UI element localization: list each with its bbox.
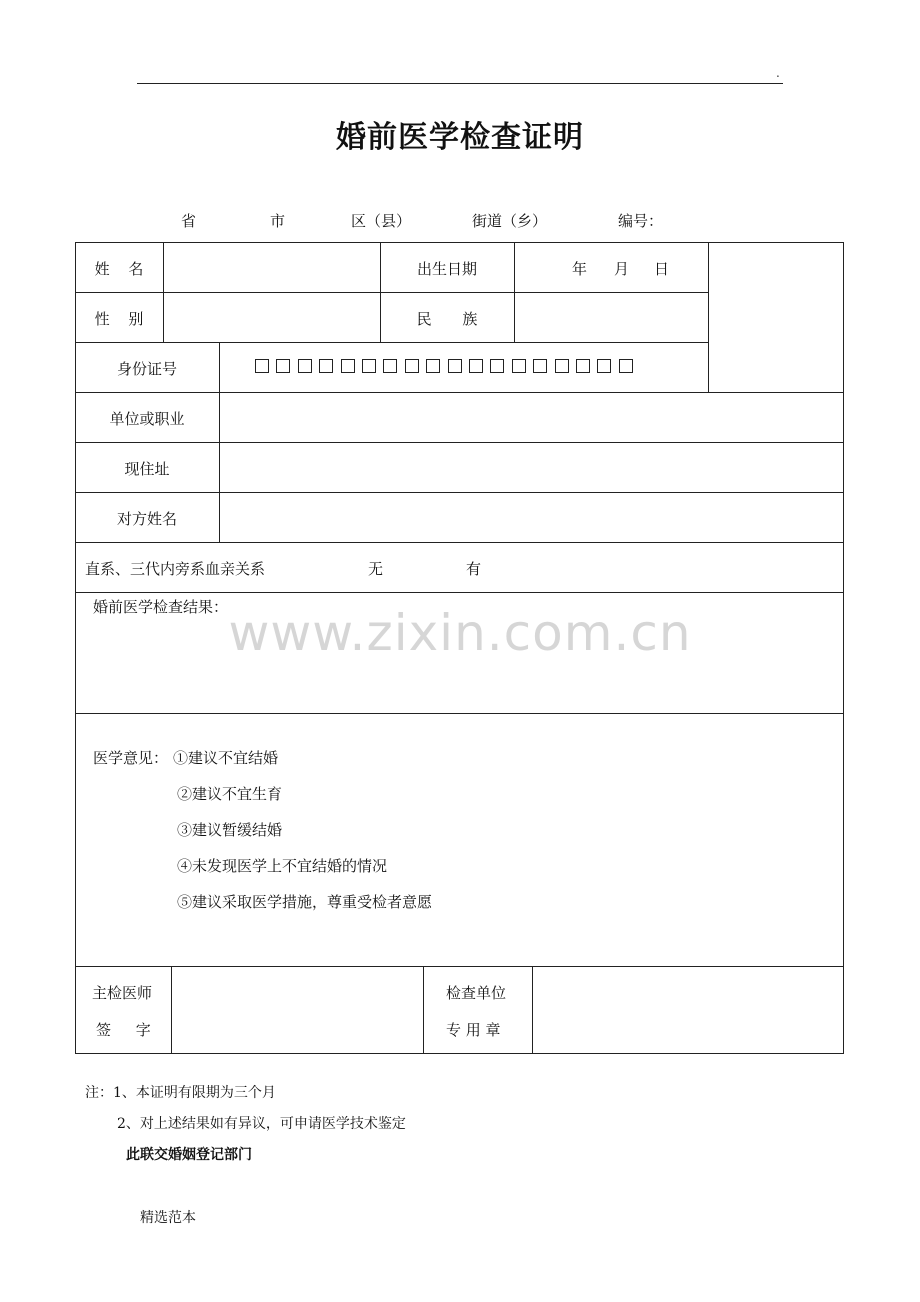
note-3: 此联交婚姻登记部门 (126, 1147, 252, 1163)
id-digit-box[interactable] (448, 359, 462, 373)
birth-month-label: 月 (614, 260, 630, 278)
id-digit-box[interactable] (298, 359, 312, 373)
watermark: www.zixin.com.cn (228, 604, 692, 662)
id-digit-box[interactable] (426, 359, 440, 373)
kinship-no-option[interactable]: 无 (368, 560, 384, 578)
row-rule (75, 342, 708, 343)
opinion-item[interactable]: ①建议不宜结婚 (173, 749, 279, 767)
ethnicity-field[interactable] (515, 293, 708, 342)
name-field[interactable] (164, 243, 380, 292)
id-digit-box[interactable] (405, 359, 419, 373)
opinion-item[interactable]: ④未发现医学上不宜结婚的情况 (177, 857, 388, 875)
opinion-item[interactable]: ③建议暂缓结婚 (177, 821, 283, 839)
city-label: 市 (270, 212, 286, 230)
header-rule (137, 83, 783, 84)
id-digit-box[interactable] (533, 359, 547, 373)
row-rule (75, 713, 844, 714)
partner-name-label: 对方姓名 (116, 510, 177, 528)
id-digit-box[interactable] (469, 359, 483, 373)
kinship-yes-option[interactable]: 有 (466, 560, 482, 578)
district-label: 区（县） (351, 212, 412, 230)
doctor-label: 主检医师 (92, 984, 153, 1002)
photo-area (709, 243, 843, 392)
id-number-label: 身份证号 (116, 360, 177, 378)
opinion-item[interactable]: ②建议不宜生育 (177, 785, 283, 803)
opinion-item[interactable]: ⑤建议采取医学措施，尊重受检者意愿 (177, 893, 433, 911)
id-digit-box[interactable] (383, 359, 397, 373)
header-dot: . (776, 66, 780, 80)
note-2: 2、对上述结果如有异议，可申请医学技术鉴定 (117, 1116, 406, 1132)
medical-opinion-label: 医学意见： (93, 749, 169, 767)
gender-field[interactable] (164, 293, 380, 342)
id-digit-box[interactable] (341, 359, 355, 373)
id-digit-box[interactable] (319, 359, 333, 373)
street-label: 街道（乡） (472, 212, 548, 230)
id-digit-box[interactable] (619, 359, 633, 373)
unit-seal-label: 专 用 章 (446, 1021, 501, 1039)
province-label: 省 (181, 212, 197, 230)
row-rule (75, 592, 844, 593)
partner-name-field[interactable] (220, 493, 843, 542)
id-digit-box[interactable] (555, 359, 569, 373)
kinship-label: 直系、三代内旁系血亲关系 (85, 560, 266, 578)
address-label: 现住址 (124, 460, 170, 478)
name-label: 姓 名 (94, 260, 144, 278)
work-field[interactable] (220, 393, 843, 442)
col-rule (423, 966, 424, 1054)
doctor-signature-field[interactable] (172, 967, 423, 1053)
number-label: 编号： (618, 212, 664, 230)
id-digit-box[interactable] (362, 359, 376, 373)
gender-label: 性 别 (94, 310, 144, 328)
id-digit-box[interactable] (276, 359, 290, 373)
id-digit-box[interactable] (490, 359, 504, 373)
exam-result-label: 婚前医学检查结果： (93, 598, 229, 616)
unit-seal-field[interactable] (533, 967, 843, 1053)
address-field[interactable] (220, 443, 843, 492)
row-rule (75, 542, 844, 543)
note-1: 注：1、本证明有限期为三个月 (85, 1085, 276, 1101)
birth-date-label: 出生日期 (416, 260, 477, 278)
id-digit-box[interactable] (597, 359, 611, 373)
document-title: 婚前医学检查证明 (336, 120, 584, 155)
birth-year-label: 年 (572, 260, 588, 278)
birth-day-label: 日 (654, 260, 670, 278)
doctor-sign-label: 签 字 (96, 1021, 151, 1039)
id-digit-box[interactable] (512, 359, 526, 373)
id-digit-box[interactable] (576, 359, 590, 373)
unit-label: 检查单位 (446, 984, 507, 1002)
footer-text: 精选范本 (140, 1210, 196, 1226)
ethnicity-label: 民 族 (416, 310, 478, 328)
work-label: 单位或职业 (109, 410, 185, 428)
id-digit-box[interactable] (255, 359, 269, 373)
